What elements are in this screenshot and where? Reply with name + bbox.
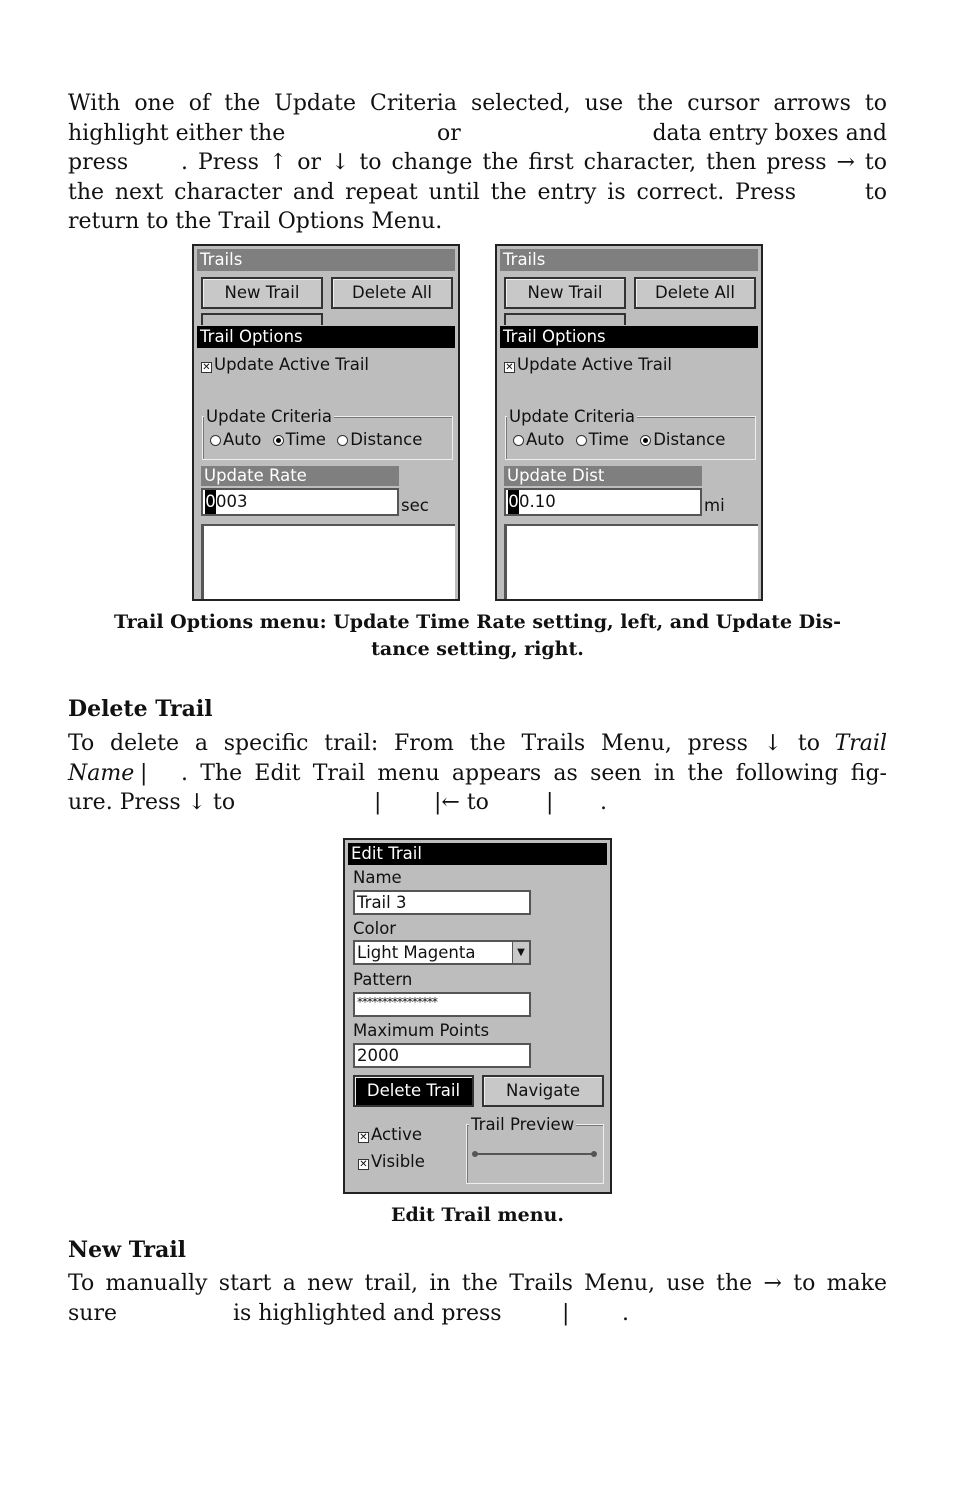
text-fragment: is highlighted and press [233, 1300, 502, 1326]
trail-options-screen-time [192, 244, 460, 601]
figure-caption [68, 609, 887, 663]
text-fragment: sure [68, 1300, 117, 1326]
text-fragment: . [600, 790, 607, 815]
text-fragment: To delete a specific trail: From the Trails Menu, press ↓ to [68, 731, 820, 756]
input-cursor: 0 [508, 490, 519, 514]
pattern-label: Pattern [353, 970, 413, 989]
text-fragment: Trail [834, 731, 887, 756]
radio-on-icon [640, 435, 651, 446]
text-fragment: highlight either the [68, 120, 286, 146]
text-fragment: | [562, 1300, 570, 1326]
radio-on-icon [273, 435, 284, 446]
paragraph-line [68, 119, 887, 149]
text-fragment: data entry boxes and [652, 120, 887, 146]
delete-all-button[interactable]: Delete All [331, 277, 453, 309]
edit-trail-title: Edit Trail [348, 843, 607, 865]
maximum-points-label: Maximum Points [353, 1021, 490, 1040]
radio-distance-label: Distance [350, 430, 423, 449]
radio-time-label: Time [285, 430, 326, 449]
color-label: Color [353, 919, 397, 938]
delete-trail-paragraph [68, 729, 887, 818]
paragraph-line [68, 729, 887, 759]
radio-off-icon [576, 435, 587, 446]
checkbox-checked-icon: ✕ [202, 362, 211, 373]
color-select[interactable] [353, 940, 531, 965]
update-criteria-legend: Update Criteria [206, 407, 332, 426]
intro-paragraph [68, 89, 887, 237]
update-rate-input[interactable] [201, 488, 399, 516]
update-active-trail-checkbox[interactable] [201, 355, 369, 375]
update-criteria-legend: Update Criteria [509, 407, 635, 426]
text-fragment: . Press ↑ or ↓ to change the first character, then press → to [181, 150, 887, 175]
name-input[interactable]: Trail 3 [353, 890, 531, 915]
paragraph-line [68, 788, 887, 818]
hidden-button-edge [504, 313, 626, 325]
radio-auto[interactable] [513, 430, 564, 449]
text-fragment: the next character and repeat until the entry is correct. Press [68, 179, 796, 205]
trail-preview-line [470, 1148, 600, 1160]
new-trail-button[interactable]: New Trail [201, 277, 323, 309]
trail-preview-legend: Trail Preview [471, 1115, 575, 1134]
delete-trail-button[interactable]: Delete Trail [353, 1075, 474, 1107]
visible-label: Visible [371, 1152, 425, 1171]
update-dist-value: 0.10 [519, 492, 556, 511]
update-criteria-radios [210, 430, 422, 450]
new-trail-button[interactable]: New Trail [504, 277, 626, 309]
update-active-trail-label: Update Active Trail [214, 355, 370, 374]
radio-auto[interactable] [210, 430, 261, 449]
text-fragment: . The Edit Trail menu appears as seen in the following fig- [181, 760, 887, 786]
trails-title: Trails [197, 249, 455, 271]
text-fragment: press [68, 150, 129, 175]
input-cursor: 0 [205, 490, 216, 514]
paragraph-line: To manually start a new trail, in the Trails Menu, use the → to make [68, 1271, 887, 1296]
text-fragment: | [374, 790, 382, 815]
caption-line: Trail Options menu: Update Time Rate setting, left, and Update Dis- [114, 611, 841, 633]
text-fragment: or [437, 120, 461, 146]
trail-options-screen-distance [495, 244, 763, 601]
text-fragment: ure. Press ↓ to [68, 790, 236, 815]
paragraph-line [68, 759, 887, 789]
update-rate-label: Update Rate [201, 466, 399, 486]
update-criteria-radios [513, 430, 725, 450]
text-fragment: |← to [434, 790, 489, 815]
caption-line: tance setting, right. [371, 638, 584, 660]
checkbox-checked-icon: ✕ [505, 362, 514, 373]
radio-distance-label: Distance [653, 430, 726, 449]
name-label: Name [353, 868, 402, 887]
checkbox-checked-icon: ✕ [359, 1132, 368, 1143]
text-fragment: to [864, 179, 887, 205]
unit-label: sec [401, 496, 429, 515]
paragraph-line [68, 1299, 887, 1329]
radio-time[interactable] [576, 430, 629, 449]
paragraph-line [68, 178, 887, 208]
active-checkbox[interactable] [358, 1125, 422, 1145]
trail-options-title: Trail Options [500, 326, 758, 348]
update-active-trail-label: Update Active Trail [517, 355, 673, 374]
update-active-trail-checkbox[interactable] [504, 355, 672, 375]
text-fragment: Name [68, 760, 135, 786]
navigate-button[interactable]: Navigate [482, 1075, 604, 1107]
section-heading: Delete Trail [68, 696, 213, 722]
text-fragment: | [546, 790, 554, 815]
text-fragment: . [622, 1300, 629, 1326]
trail-preview-area [504, 524, 758, 601]
radio-distance[interactable] [337, 430, 422, 449]
update-dist-input[interactable] [504, 488, 702, 516]
unit-label: mi [704, 496, 725, 515]
trail-preview-area [201, 524, 455, 601]
radio-time-label: Time [588, 430, 629, 449]
trails-title: Trails [500, 249, 758, 271]
text-fragment: | [140, 760, 148, 786]
update-dist-label: Update Dist [504, 466, 702, 486]
color-value: Light Magenta [357, 943, 476, 962]
pattern-input[interactable]: **************** [353, 992, 531, 1017]
edit-trail-screen [343, 838, 612, 1194]
new-trail-paragraph [68, 1269, 887, 1328]
radio-off-icon [513, 435, 524, 446]
paragraph-line [68, 148, 887, 178]
visible-checkbox[interactable] [358, 1152, 425, 1172]
radio-auto-label: Auto [526, 430, 565, 449]
radio-off-icon [337, 435, 348, 446]
section-heading: New Trail [68, 1237, 187, 1263]
update-rate-value: 003 [216, 492, 248, 511]
paragraph-line: return to the Trail Options Menu. [68, 209, 443, 234]
radio-time[interactable] [273, 430, 326, 449]
figure-caption: Edit Trail menu. [391, 1204, 564, 1226]
maximum-points-input[interactable]: 2000 [353, 1043, 531, 1068]
active-label: Active [371, 1125, 423, 1144]
paragraph-line: With one of the Update Criteria selected, use the cursor arrows to [68, 91, 887, 116]
radio-auto-label: Auto [223, 430, 262, 449]
radio-distance[interactable] [640, 430, 725, 449]
trail-options-title: Trail Options [197, 326, 455, 348]
delete-all-button[interactable]: Delete All [634, 277, 756, 309]
checkbox-checked-icon: ✕ [359, 1159, 368, 1170]
radio-off-icon [210, 435, 221, 446]
chevron-down-icon[interactable]: ▼ [512, 942, 529, 963]
hidden-button-edge [201, 313, 323, 325]
